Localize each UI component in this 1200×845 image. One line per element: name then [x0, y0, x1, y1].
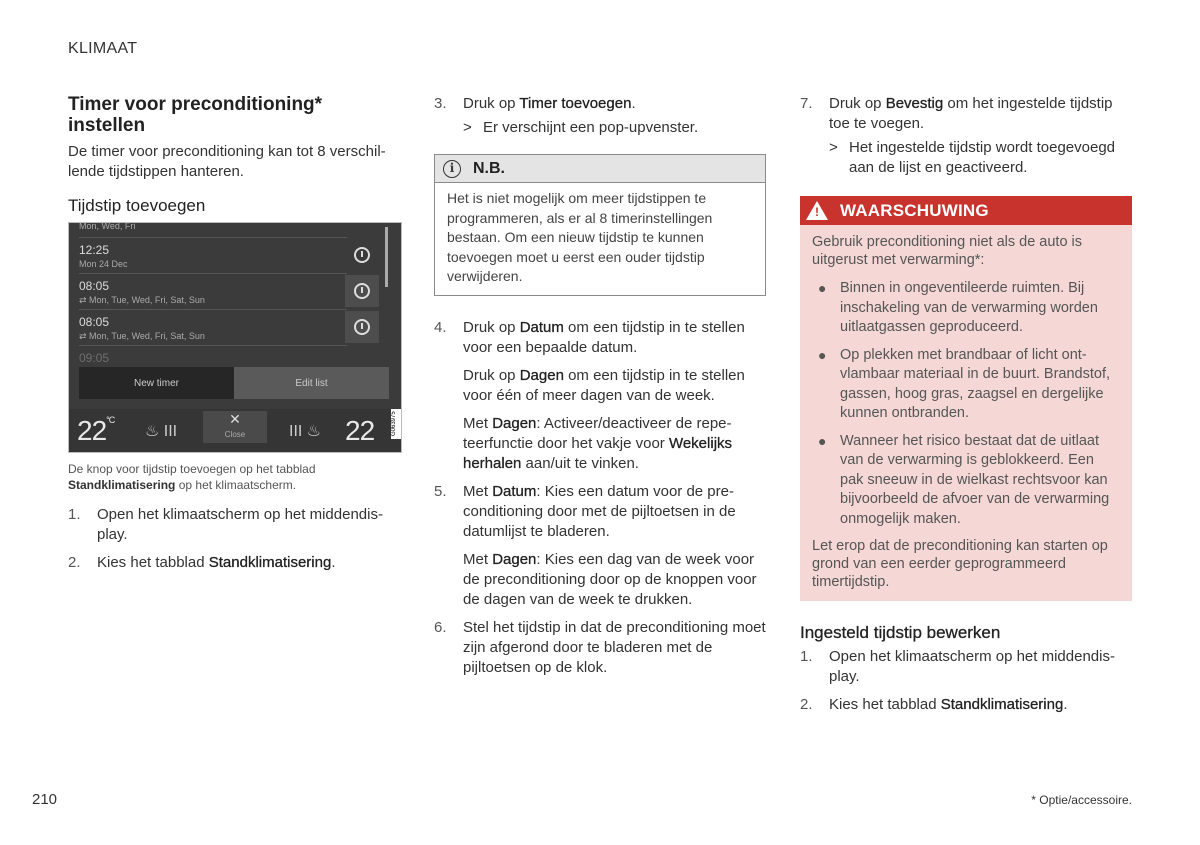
timer-icon [345, 239, 379, 271]
warning-body: Gebruik preconditioning niet als de auto is uitgerust met verwarming*: ● Binnen in ongeventileerde ruimten. Bij inschakeling van de verwarming worden uitlaatgassen geproduceerd. ● Op plekken met brandbaar of licht ont-vlambaar materiaal in de buurt. Brandstof, gassen, hoog gras, zaagsel en dergelijke kunnen ontbranden. ● Wanneer het risico bestaat dat de uitlaat van de verwarming is geblokkeerd. Een pak sneeuw in de wielkast rechtsvoor kan bijvoorbeeld de afvoer van de verwarming onmogelijk maken. Let erop dat de preconditioning kan starten op grond van een eerder geprogrammeerd timertijdstip. [800, 225, 1132, 601]
step-item: 4. Druk op Datum om een tijdstip in te stellen voor een bepaalde datum. Druk op Dagen om een tijdstip in te stellen voor één of meer dagen van de week. Met Dagen: Activeer/deactiveer de repe-teerfunctie door het vakje voor Wekelijks herhalen aan/uit te vinken. [434, 318, 745, 472]
steps-list [800, 94, 1132, 178]
section-header: KLIMAAT [68, 40, 138, 57]
timer-days: Mon 24 Dec [79, 259, 128, 269]
seat-heat-left-icon: ♨ III [145, 423, 178, 440]
note-box [434, 154, 766, 296]
timer-icon [345, 275, 379, 307]
steps-list [800, 647, 1132, 715]
screen-tabs [79, 367, 389, 399]
page-number: 210 [32, 791, 58, 808]
column-right [800, 94, 1132, 723]
note-body: Het is niet mogelijk om meer tijdstippen te programmeren, als er al 8 timerinstellingen bestaan. Om een nieuw tijdstip te kunnen toevoegen moet u eerst een ouder tijdstip verwijderen. [447, 190, 713, 284]
timer-time: 09:05 [79, 351, 110, 365]
column-left [68, 94, 402, 581]
subheading-add-time: Tijdstip toevoegen [68, 196, 206, 215]
step-result: > Het ingestelde tijdstip wordt toegevoegd aan de lijst en geactiveerd. [829, 139, 1116, 176]
image-code: G063975 [391, 409, 401, 439]
timer-time: 08:05 [79, 315, 110, 329]
step-item: 2. Kies het tabblad Standklimatisering. [68, 554, 336, 571]
temp-right: 22 [345, 415, 375, 446]
steps-list [434, 94, 766, 138]
tab-new-timer: New timer [79, 367, 234, 399]
warning-box [800, 196, 1132, 601]
subheading-edit-time: Ingesteld tijdstip bewerken [800, 623, 1001, 642]
scrollbar [385, 227, 388, 287]
tab-edit-list: Edit list [234, 367, 389, 399]
climate-screen-image [68, 222, 402, 453]
page-title: Timer voor preconditioning* instellen [68, 94, 323, 136]
footnote: * Optie/accessoire. [1031, 793, 1132, 807]
step-item: 7. Druk op Bevestig om het ingestelde tijdstip toe te voegen. > Het ingestelde tijdstip wordt toegevoegd aan de lijst en geactiveerd. [800, 94, 1132, 178]
steps-list [68, 505, 402, 573]
warning-bullet: ● Wanneer het risico bestaat dat de uitlaat van de verwarming is geblokkeerd. Een pak sneeuw in de wielkast rechtsvoor kan bijvoorbeeld de afvoer van de verwarming onmogelijk maken. [818, 432, 1110, 527]
timer-days: ⇄ Mon, Tue, Wed, Fri, Sat, Sun [79, 331, 205, 341]
step-item: 2. Kies het tabblad Standklimatisering. [800, 696, 1068, 713]
step-item: 5. Met Datum: Kies een datum voor de pre-conditioning door met de pijltoetsen in de datumlijst te bladeren. Met Dagen: Kies een dag van de week voor de preconditioning door op de knoppen voor de dagen van de week te drukken. [434, 482, 757, 608]
timer-days: ⇄ Mon, Tue, Wed, Fri, Sat, Sun [79, 295, 205, 305]
step-item: 1. Open het klimaatscherm op het middendis-play. [68, 506, 383, 543]
timer-icon [345, 311, 379, 343]
step-item: 1. Open het klimaatscherm op het middendis-play. [800, 648, 1115, 685]
climate-bar [69, 409, 402, 453]
temp-left: $22^{^\circ C}$ [77, 415, 115, 446]
steps-list [434, 318, 766, 678]
step-item: 6. Stel het tijdstip in dat de preconditioning moet zijn afgerond door te bladeren met de pijltoetsen op de klok. [434, 618, 766, 676]
info-icon: i [443, 160, 461, 178]
timer-time: 12:25 [79, 243, 110, 257]
warning-bullet: ● Op plekken met brandbaar of licht ont-vlambaar materiaal in de buurt. Brandstof, gassen, hoog gras, zaagsel en dergelijke kunnen ontbranden. [818, 346, 1110, 421]
timer-time: 08:05 [79, 279, 110, 293]
intro-text: De timer voor preconditioning kan tot 8 verschil-lende tijdstippen hanteren. [68, 143, 386, 180]
warning-bullet: ● Binnen in ongeventileerde ruimten. Bij inschakeling van de verwarming worden uitlaatgassen geproduceerd. [818, 280, 1098, 335]
seat-heat-right-icon: III ♨ [289, 423, 322, 440]
close-button: ✕ Close [203, 411, 267, 443]
note-header: i N.B. [435, 155, 765, 183]
timer-days: Mon, Wed, Fri [79, 222, 136, 231]
column-middle [434, 94, 766, 686]
step-item: 3. Druk op Timer toevoegen. > Er verschijnt een pop-upvenster. [434, 94, 766, 138]
warning-header: ! WAARSCHUWING [800, 196, 1132, 225]
warning-triangle-icon: ! [806, 201, 828, 220]
step-result: > Er verschijnt een pop-upvenster. [463, 119, 699, 136]
image-caption: De knop voor tijdstip toevoegen op het tabblad Standklimatisering op het klimaatscherm. [68, 462, 316, 492]
